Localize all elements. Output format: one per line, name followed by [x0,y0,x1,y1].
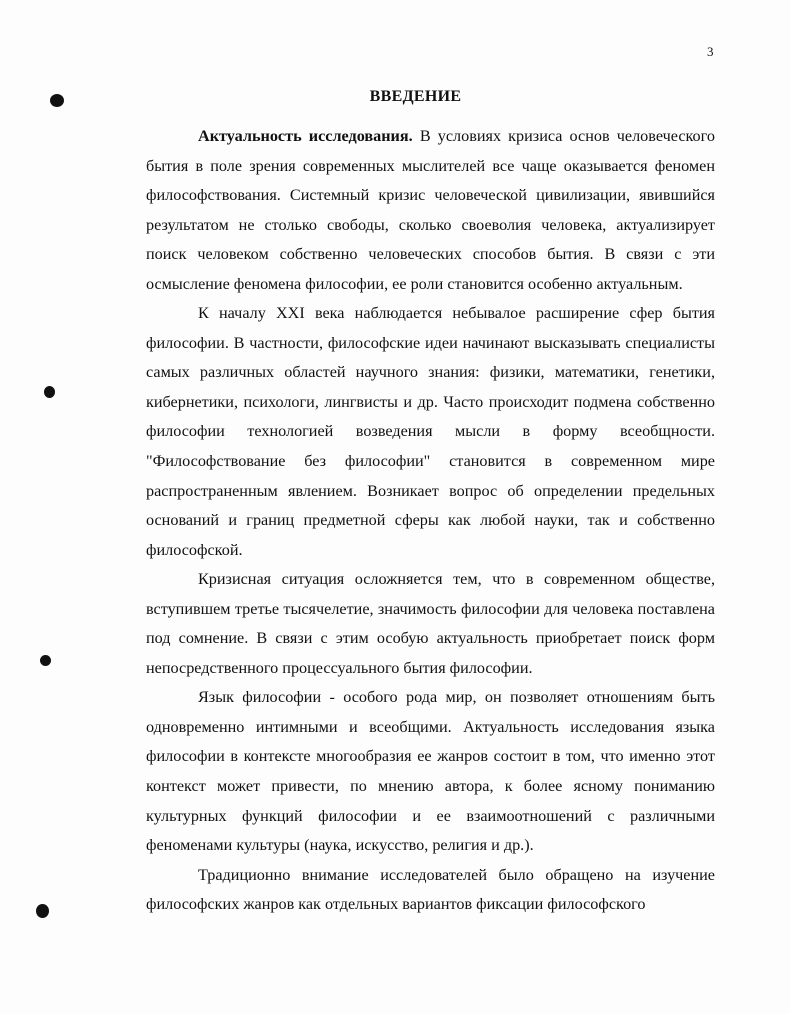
paragraph: Кризисная ситуация осложняется тем, что в современном обществе, вступившем третье тысячелетие, значимость философии для человека поставлена под сомнение. В связи с этим особую актуальность приобретает поиск форм непосредственного процессуального бытия философии. [146,570,715,677]
paragraph-lead: Актуальность исследования. [198,127,413,145]
punch-hole-mark [44,386,55,398]
page-number: 3 [707,44,714,59]
body-text [146,122,715,920]
page-title: ВВЕДЕНИЕ [369,88,462,105]
paragraph: К началу XXI века наблюдается небывалое расширение сфер бытия философии. В частности, философские идеи начинают высказывать специалисты самых различных областей научного знания: физики, математики, генетики, кибернетики, психологи, лингвисты и др. Часто происходит подмена собственно философии технологией возведения мысли в форму всеобщности. "Философствование без философии" становится в современном мире распространенным явлением. Возникает вопрос об определении предельных оснований и границ предметной сферы как любой науки, так и собственно философской. [146,304,715,559]
paragraph-relevance [146,122,715,299]
punch-hole-mark [40,655,51,666]
punch-hole-mark [36,904,49,918]
paragraph-text: В условиях кризиса основ человеческого бытия в поле зрения современных мыслителей все чаще оказывается феномен философствования. Системный кризис человеческой цивилизации, явившийся результатом не столько свободы, сколько своеволия человека, актуализирует поиск человеком собственно человеческих способов бытия. В связи с эти осмысление феномена философии, ее роли становится особенно актуальным. [146,127,715,293]
paragraph: Язык философии - особого рода мир, он позволяет отношениям быть одновременно интимными и всеобщими. Актуальность исследования языка философии в контексте многообразия ее жанров состоит в том, что именно этот контекст может привести, по мнению автора, к более ясному пониманию культурных функций философии и ее взаимоотношений с различными феноменами культуры (наука, искусство, религия и др.). [146,688,715,855]
paragraph: Традиционно внимание исследователей было обращено на изучение философских жанров как отдельных вариантов фиксации философского [146,865,715,914]
